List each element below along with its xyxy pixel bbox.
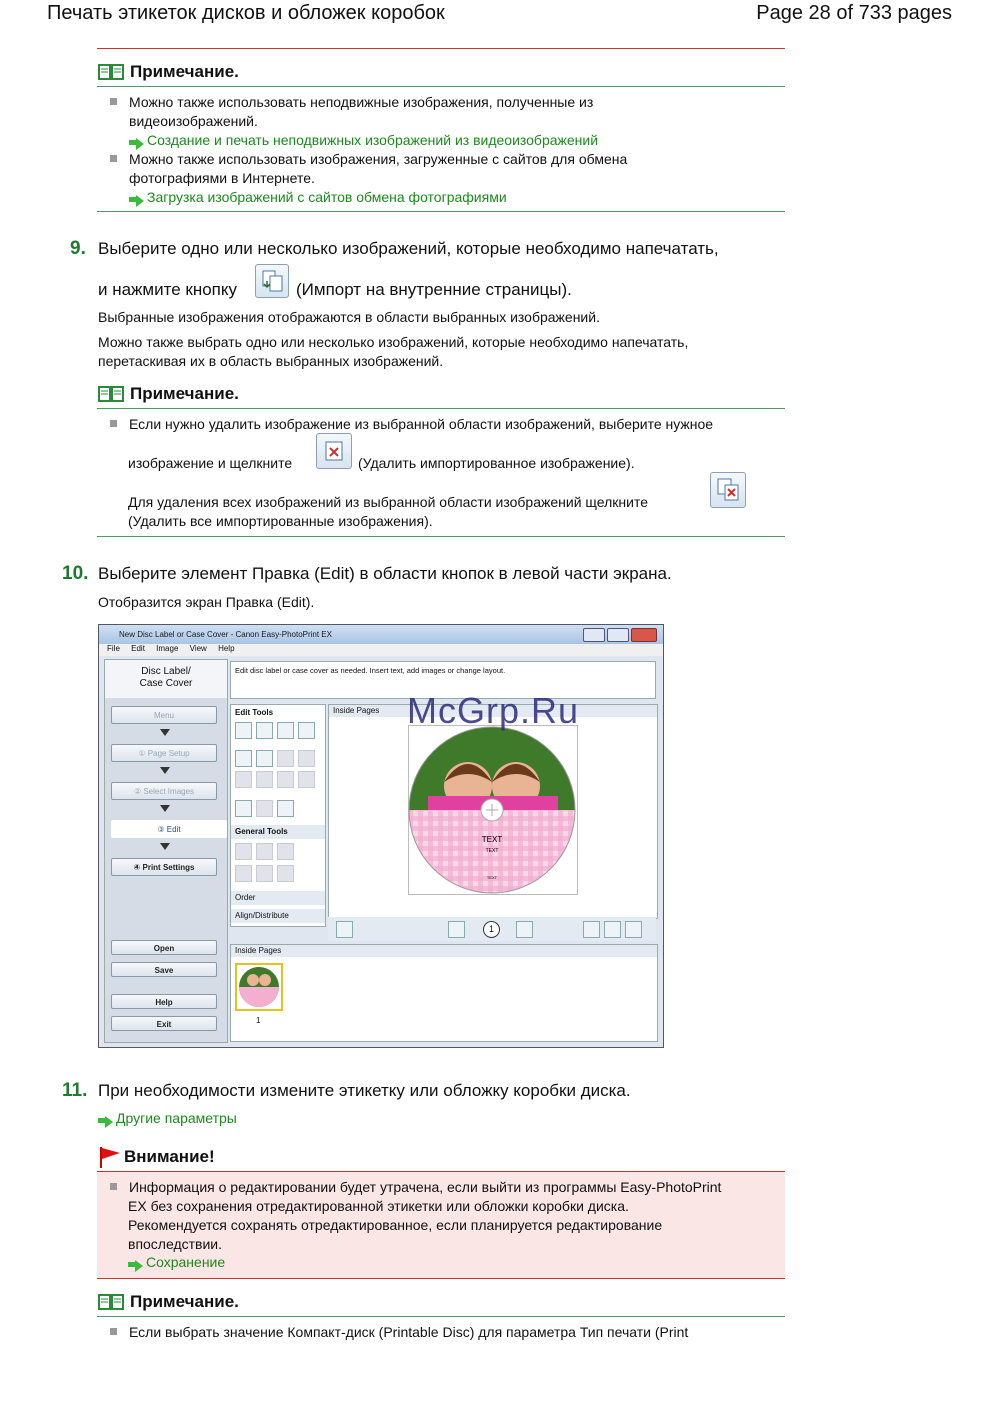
- instruction-area: Edit disc label or case cover as needed. Insert text, add images or change layout.: [230, 661, 656, 699]
- copy-icon: [256, 865, 273, 882]
- list-item: Если выбрать значение Компакт-диск (Printable Disc) для параметра Тип печати (Print: [110, 1323, 688, 1342]
- step-text: При необходимости измените этикетку или обложку коробки диска.: [98, 1081, 631, 1100]
- save-button[interactable]: Save: [111, 962, 217, 977]
- menu-help[interactable]: Help: [218, 644, 235, 653]
- image-tool-icon: [256, 771, 273, 788]
- window-titlebar: [99, 625, 663, 644]
- page-number: 1: [483, 921, 500, 938]
- thumbnail-number: 1: [256, 1016, 261, 1025]
- note-divider: [97, 536, 785, 537]
- close-icon[interactable]: [631, 628, 657, 642]
- menu-bar: [99, 644, 663, 656]
- paste-icon: [277, 865, 294, 882]
- align-section[interactable]: Align/Distribute: [231, 909, 325, 923]
- page-nav-bar: [328, 917, 656, 941]
- zoom-in-icon[interactable]: [604, 921, 621, 938]
- redo-icon: [256, 843, 273, 860]
- book-icon: [98, 63, 124, 81]
- window-controls: [583, 628, 657, 642]
- image-tool-icon[interactable]: [256, 750, 273, 767]
- edit-canvas: [328, 690, 658, 919]
- note-heading: [98, 1292, 239, 1312]
- note-title: Примечание.: [130, 62, 239, 81]
- import-button[interactable]: [255, 264, 289, 298]
- list-item: Если нужно удалить изображение из выбранной области изображений, выберите нужное: [110, 415, 713, 434]
- help-button[interactable]: Help: [111, 994, 217, 1009]
- disc-text-big: TEXT: [481, 835, 503, 844]
- delete-all-imported-button[interactable]: [710, 472, 746, 508]
- menu-view[interactable]: View: [189, 644, 207, 653]
- delete-imported-image-button[interactable]: [316, 433, 352, 469]
- mode-title: Disc Label/ Case Cover: [105, 660, 227, 698]
- minimize-icon[interactable]: [583, 628, 605, 642]
- note-divider: [97, 86, 785, 87]
- arrow-icon: [129, 194, 144, 206]
- note-divider: [97, 1316, 785, 1317]
- nav-edit-button[interactable]: ③ Edit: [111, 820, 227, 838]
- book-icon: [98, 385, 124, 403]
- note-title: Примечание.: [130, 1292, 239, 1311]
- page-counter: Page 28 of 733 pages: [756, 2, 952, 24]
- image-tool-icon: [277, 750, 294, 767]
- delete-image-icon: [317, 434, 353, 470]
- nav-menu-button[interactable]: Menu: [111, 706, 217, 724]
- page-thumbnail[interactable]: [235, 963, 283, 1011]
- import-icon: [256, 265, 290, 299]
- nav-page-setup-button[interactable]: ① Page Setup: [111, 744, 217, 762]
- undo-icon: [235, 843, 252, 860]
- menu-image[interactable]: Image: [156, 644, 179, 653]
- book-icon: [98, 1293, 124, 1311]
- note-heading: [98, 62, 239, 82]
- image-tool-icon: [298, 750, 315, 767]
- maximize-icon[interactable]: [607, 628, 629, 642]
- page-header-title: Печать этикеток дисков и обложек коробок: [47, 2, 445, 24]
- image-tool-icon[interactable]: [235, 750, 252, 767]
- exit-button[interactable]: Exit: [111, 1016, 217, 1031]
- image-tool-icon: [235, 771, 252, 788]
- menu-edit[interactable]: Edit: [131, 644, 145, 653]
- delete-all-images-icon: [711, 473, 747, 509]
- watermark: McGrp.Ru: [407, 690, 580, 731]
- image-tool-icon: [277, 771, 294, 788]
- down-arrow-icon: [160, 767, 170, 774]
- disc-tool-icon[interactable]: [277, 800, 294, 817]
- next-page-icon[interactable]: [516, 921, 533, 938]
- import-tool-icon[interactable]: [235, 722, 252, 739]
- image-tool-icon: [298, 771, 315, 788]
- down-arrow-icon: [160, 843, 170, 850]
- attention-title: Внимание!: [124, 1147, 215, 1166]
- save-link[interactable]: Сохранение: [128, 1254, 225, 1272]
- arrow-icon: [98, 1115, 113, 1127]
- zoom-out-icon[interactable]: [625, 921, 642, 938]
- thumbnail-area: Inside Pages 1: [230, 944, 658, 1042]
- list-item: Информация о редактировании будет утрачена, если выйти из программы Easy-PhotoPrint: [110, 1178, 721, 1197]
- cut-icon: [235, 865, 252, 882]
- text-tool-icon[interactable]: [235, 800, 252, 817]
- arrow-icon: [129, 137, 144, 149]
- app-window-screenshot: [98, 624, 664, 1048]
- step-number: 10.: [62, 563, 89, 584]
- step-number: 9.: [70, 238, 86, 259]
- step-text: (Импорт на внутренние страницы).: [296, 280, 572, 299]
- video-stills-link[interactable]: Создание и печать неподвижных изображений из видеоизображений: [110, 131, 780, 150]
- general-tools-label: General Tools: [235, 827, 288, 836]
- edit-tools-label: Edit Tools: [235, 708, 274, 717]
- menu-file[interactable]: File: [107, 644, 120, 653]
- disc-text-small: TEXT: [485, 848, 499, 854]
- disc-text-tiny: TEXT: [486, 875, 498, 880]
- header-divider: [97, 48, 785, 49]
- other-options-link[interactable]: Другие параметры: [98, 1110, 237, 1128]
- note-heading: [98, 384, 239, 404]
- nav-select-images-button[interactable]: ② Select Images: [111, 782, 217, 800]
- inside-pages-tab: Inside Pages: [329, 705, 657, 717]
- step-text: Выберите одно или несколько изображений, которые необходимо напечатать,: [98, 239, 719, 258]
- list-item: Можно также использовать неподвижные изображения, полученные из: [110, 93, 780, 112]
- import-tool-icon[interactable]: [256, 722, 273, 739]
- import-tool-icon[interactable]: [298, 722, 315, 739]
- prev-page-icon[interactable]: [448, 921, 465, 938]
- order-section[interactable]: Order: [231, 891, 325, 905]
- step-number: 11.: [62, 1080, 88, 1101]
- note-divider: [97, 408, 785, 409]
- nav-print-settings-button[interactable]: ④ Print Settings: [111, 858, 217, 876]
- step-text: и нажмите кнопку: [98, 280, 238, 299]
- text-tool-icon: [256, 800, 273, 817]
- window-title: New Disc Label or Case Cover - Canon Easy-PhotoPrint EX: [119, 630, 332, 639]
- down-arrow-icon: [160, 805, 170, 812]
- down-arrow-icon: [160, 729, 170, 736]
- red-flag-icon: [98, 1145, 122, 1169]
- list-item: Можно также использовать изображения, загруженные с сайтов для обмена: [110, 150, 780, 169]
- step-text: Выберите элемент Правка (Edit) в области кнопок в левой части экрана.: [98, 564, 672, 583]
- disc-label-image: [408, 726, 576, 894]
- left-nav-panel: [104, 659, 228, 1043]
- note-divider: [97, 211, 785, 212]
- hand-icon[interactable]: [583, 921, 600, 938]
- arrow-icon: [128, 1259, 143, 1271]
- attention-heading: [98, 1145, 215, 1169]
- photo-sharing-link[interactable]: Загрузка изображений с сайтов обмена фотографиями: [110, 188, 780, 207]
- rotate-icon[interactable]: [336, 921, 353, 938]
- tools-panel: [230, 704, 326, 927]
- delete-icon: [277, 843, 294, 860]
- note-list: Можно также использовать неподвижные изображения, полученные из видеоизображений. Создание и печать неподвижных изображений из видеоизображений Можно также использовать изображения, загруженные с сайтов для обмена фотографиями в Интернете. Загрузка изображений с сайтов обмена фотографиями: [110, 93, 780, 207]
- note-title: Примечание.: [130, 384, 239, 403]
- open-button[interactable]: Open: [111, 940, 217, 955]
- import-tool-icon[interactable]: [277, 722, 294, 739]
